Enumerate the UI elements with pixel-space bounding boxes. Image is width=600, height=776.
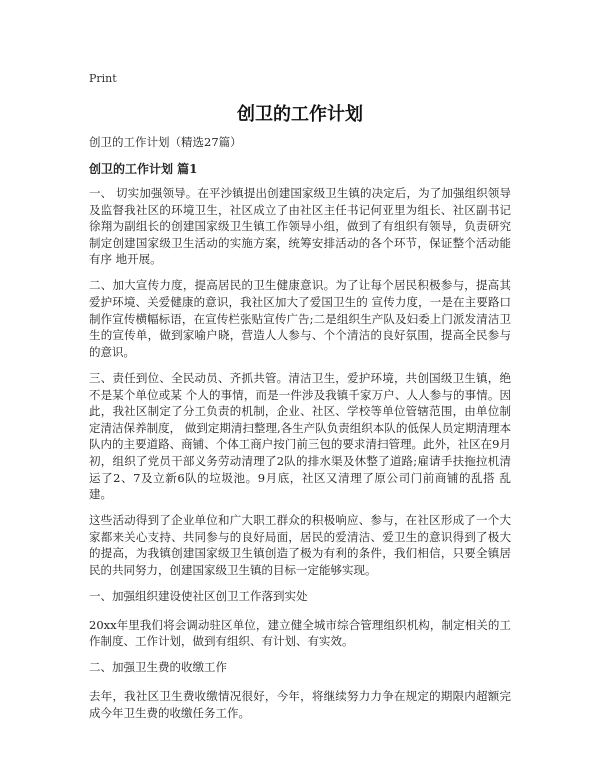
paragraph-2: 二、加大宣传力度，提高居民的卫生健康意识。为了让每个居民积极参与，提高其爱护环境、关爱健康的意识，我社区加大了爱国卫生的 宣传力度，一是在主要路口制作宣传横幅标语，在宣传栏张贴宣传广告;二是组织生产队及妇委上门派发清洁卫生的宣传单，做到家喻户晓，营造人人参与、个个清洁的良好氛围，提高全民参与的意识。 [89, 278, 511, 359]
paragraph-3: 三、责任到位、全民动员、齐抓共管。清洁卫生，爱护环境，共创国级卫生镇，绝不是某个单位或某 个人的事情，而是一件涉及我镇千家万户、人人参与的事情。因此，我社区制定了分工负责的机制，企业、社区、学校等单位管辖范围，由单位制定清洁保养制度， 做到定期清扫整理,各生产队负责组织本队的低保人员定期清理本队内的主要道路、商铺、个体工商户按门前三包的要求清扫管理。此外，社区在9月 初，组织了党员干部义务劳动清理了2队的排水渠及休整了道路;雇请手扶拖拉机清运了2、7及立新6队的垃圾池。9月底，社区又清理了原公司门前商铺的乱搭 乱建。 [89, 370, 511, 502]
page-title: 创卫的工作计划 [237, 104, 363, 125]
subheading-1: 一、加强组织建设使社区创卫工作落到实处 [89, 589, 308, 604]
article-body [89, 185, 511, 731]
subheading-2: 二、加强卫生费的收缴工作 [89, 660, 227, 675]
section-heading: 创卫的工作计划 篇1 [89, 162, 198, 176]
print-label[interactable]: Print [89, 72, 117, 85]
paragraph-5: 20xx年里我们将会调动驻区单位，建立健全城市综合管理组织机构，制定相关的工作制度、工作计划，做到有组织、有计划、有实效。 [89, 617, 511, 649]
subtitle: 创卫的工作计划（精选27篇） [89, 135, 242, 149]
paragraph-1: 一、 切实加强领导。在平沙镇提出创建国家级卫生镇的决定后，为了加强组织领导及监督我社区的环境卫生，社区成立了由社区主任书记何亚里为组长、社区副书记徐翔为副组长的创建国家级卫生镇工作领导小组，做到了有组织有领导，负责研究制定创建国家级卫生活动的实施方案，统筹安排活动的各个环节，保证整个活动能有序 地开展。 [89, 186, 511, 267]
paragraph-4: 这些活动得到了企业单位和广大职工群众的积极响应、参与，在社区形成了一个大家都来关心支持、共同参与的良好局面，居民的爱清洁、爱卫生的意识得到了极大的提高，为我镇创建国家级卫生镇创造了极为有利的条件，我们相信，只要全镇居民的共同努力，创建国家级卫生镇的目标一定能够实现。 [89, 513, 511, 577]
paragraph-6: 去年，我社区卫生费收缴情况很好，今年，将继续努力力争在规定的期限内超额完成今年卫生费的收缴任务工作。 [89, 688, 511, 720]
